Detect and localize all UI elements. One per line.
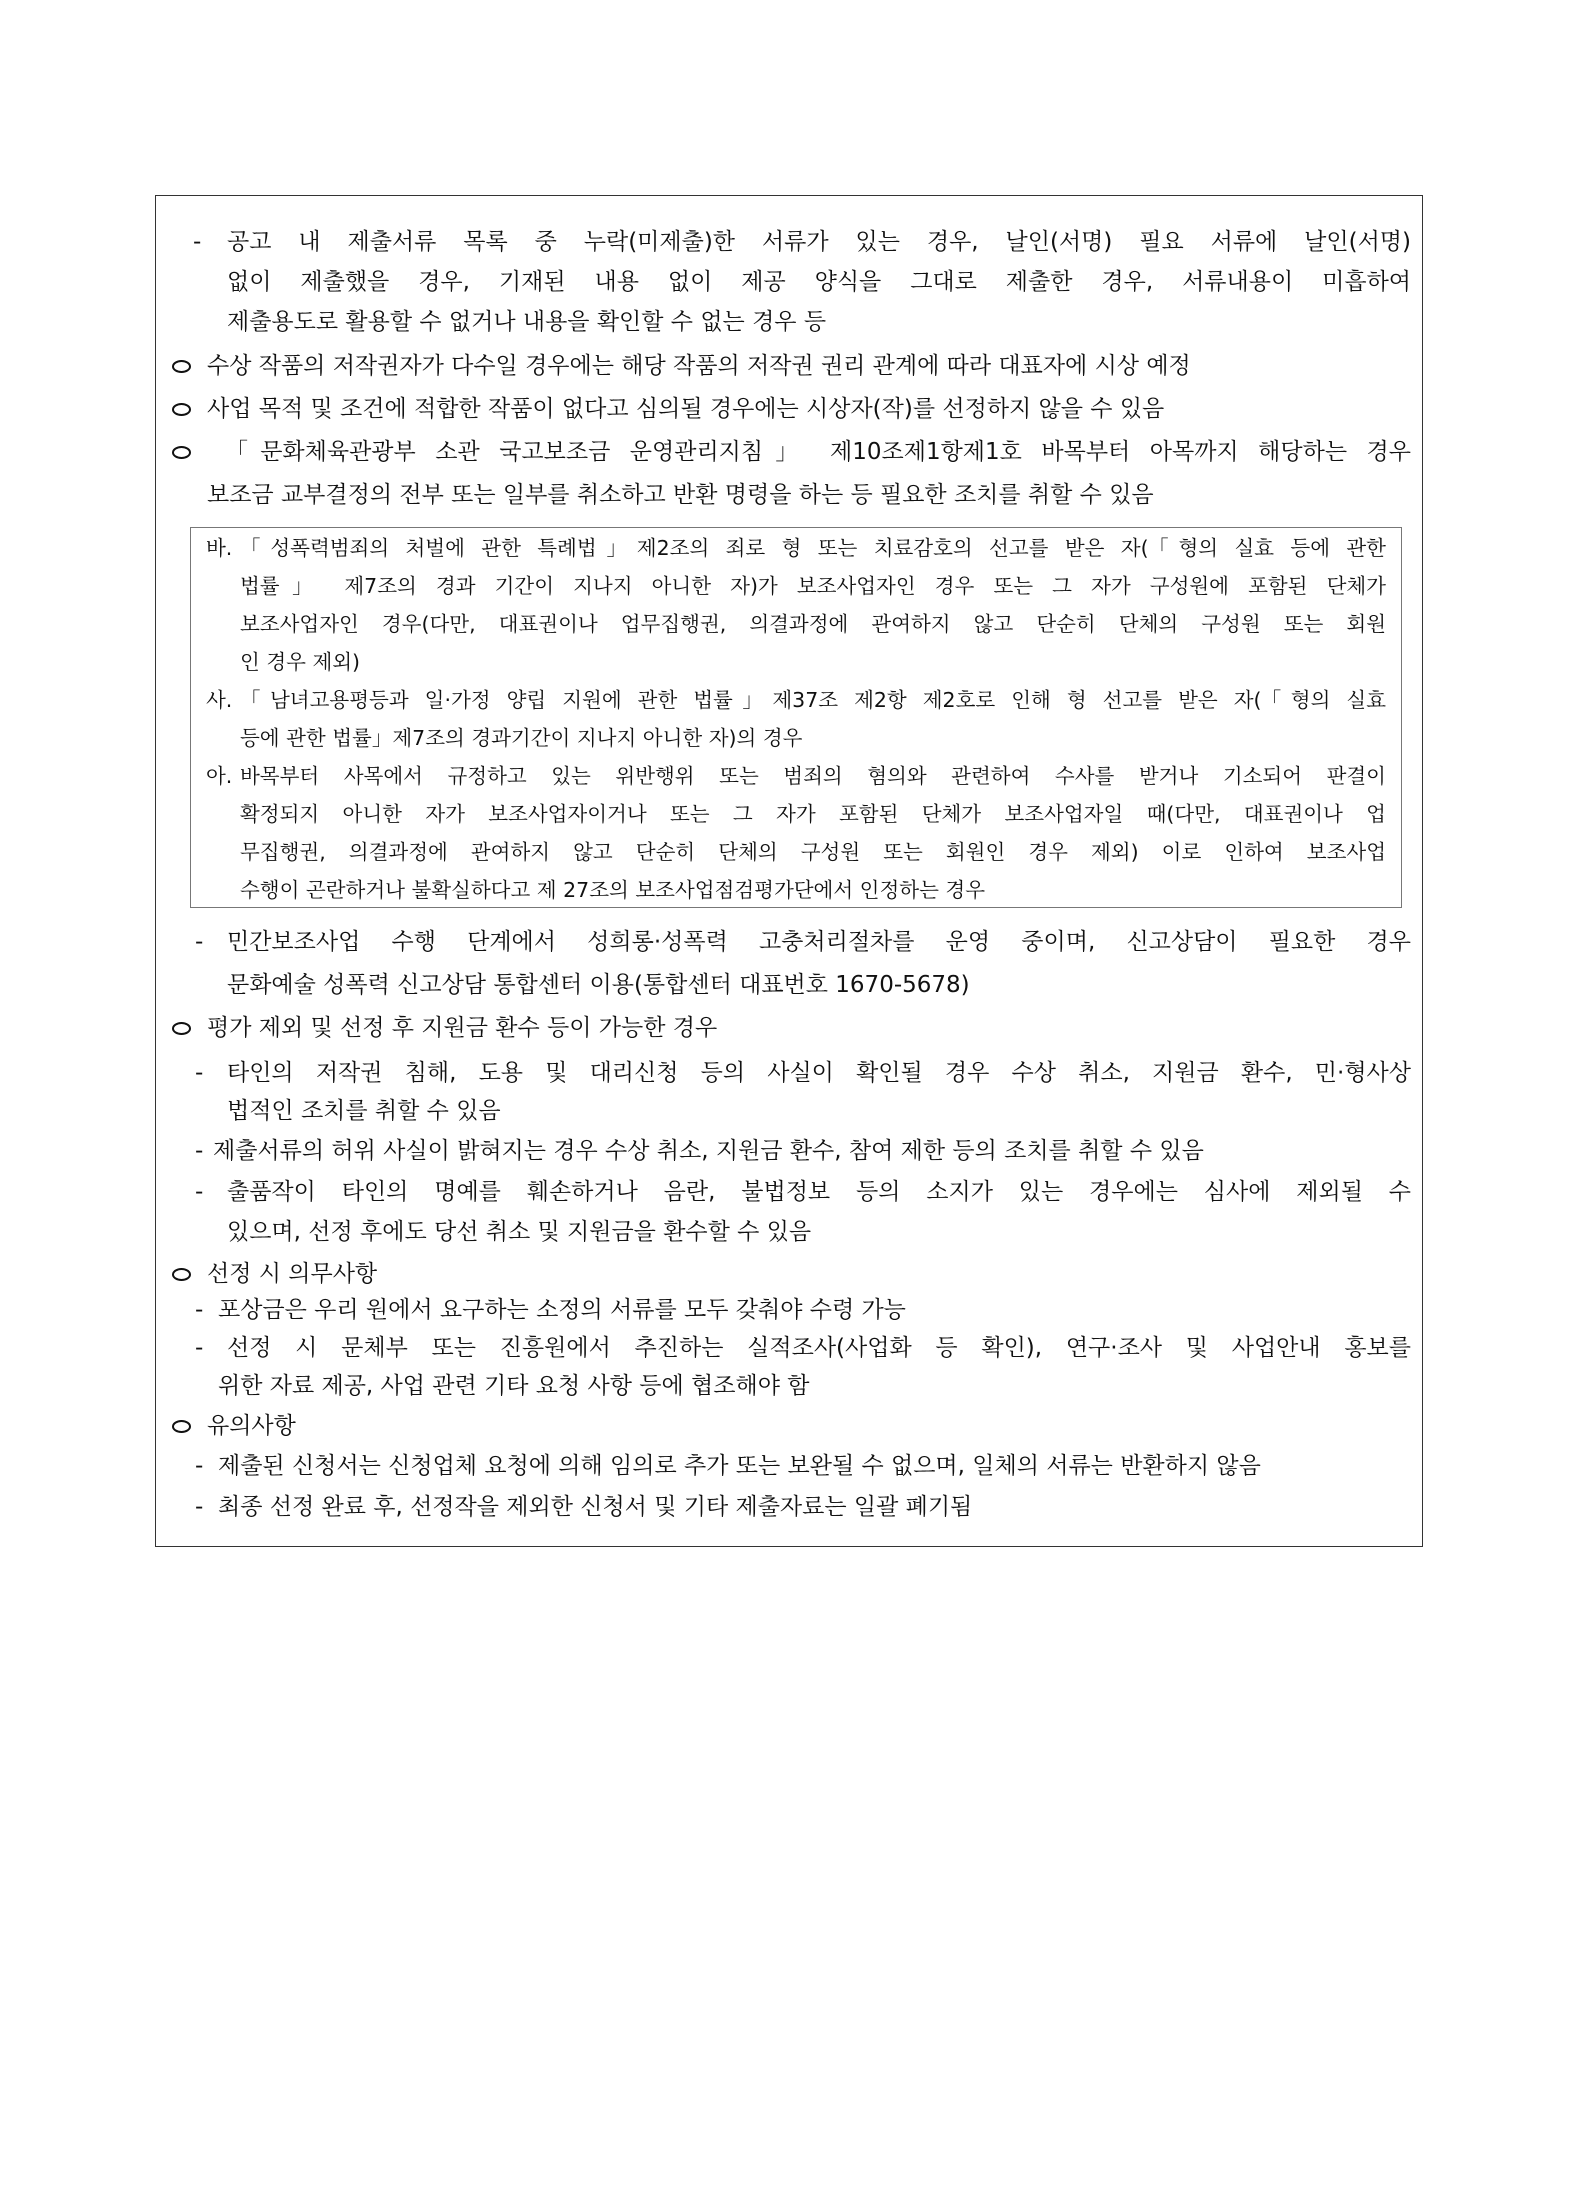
text-line: 제출된 신청서는 신청업체 요청에 의해 임의로 추가 또는 보완될 수 없으며, 일체의 서류는 반환하지 않음 [218, 1453, 1261, 1479]
dash-mark: - [195, 1335, 204, 1361]
text-line: 포상금은 우리 원에서 요구하는 소정의 서류를 모두 갖춰야 수령 가능 [218, 1297, 906, 1323]
text-line: 사업 목적 및 조건에 적합한 작품이 없다고 심의될 경우에는 시상자(작)를 선정하지 않을 수 있음 [207, 396, 1165, 422]
text-line: 평가 제외 및 선정 후 지원금 환수 등이 가능한 경우 [207, 1015, 718, 1041]
text-line: 선정 시 의무사항 [207, 1261, 378, 1287]
dash-mark: - [193, 229, 202, 255]
text-line: 타인의 저작권 침해, 도용 및 대리신청 등의 사실이 확인될 경우 수상 취소, 지원금 환수, 민·형사상 [227, 1060, 1411, 1086]
dash-mark: - [195, 1494, 204, 1520]
excerpt-line: 법률」 제7조의 경과 기간이 지나지 아니한 자)가 보조사업자인 경우 또는 그 자가 구성원에 포함된 단체가 [240, 574, 1386, 598]
item-mark: 사. [206, 688, 233, 712]
item-mark: 바. [206, 536, 233, 560]
circle-bullet-icon [172, 1268, 191, 1281]
text-line: 제출서류의 허위 사실이 밝혀지는 경우 수상 취소, 지원금 환수, 참여 제한 등의 조치를 취할 수 있음 [213, 1138, 1204, 1164]
excerpt-line: 「남녀고용평등과 일·가정 양립 지원에 관한 법률」제37조 제2항 제2호로 인해 형 선고를 받은 자(「형의 실효 [240, 688, 1386, 712]
text-line: 출품작이 타인의 명예를 훼손하거나 음란, 불법정보 등의 소지가 있는 경우에는 심사에 제외될 수 [227, 1179, 1411, 1205]
excerpt-line: 등에 관한 법률」제7조의 경과기간이 지나지 아니한 자)의 경우 [240, 726, 803, 750]
text-line: 문화예술 성폭력 신고상담 통합센터 이용(통합센터 대표번호 1670-5678) [227, 972, 970, 998]
dash-mark: - [195, 1297, 204, 1323]
text-line: 민간보조사업 수행 단계에서 성희롱·성폭력 고충처리절차를 운영 중이며, 신고상담이 필요한 경우 [227, 929, 1411, 955]
excerpt-line: 무집행권, 의결과정에 관여하지 않고 단순히 단체의 구성원 또는 회원인 경우 제외) 이로 인하여 보조사업 [240, 840, 1386, 864]
circle-bullet-icon [172, 1022, 191, 1035]
dash-mark: - [195, 1179, 204, 1205]
text-line: 있으며, 선정 후에도 당선 취소 및 지원금을 환수할 수 있음 [227, 1219, 812, 1245]
text-line: 위한 자료 제공, 사업 관련 기타 요청 사항 등에 협조해야 함 [218, 1373, 810, 1399]
item-mark: 아. [206, 764, 233, 788]
excerpt-line: 바목부터 사목에서 규정하고 있는 위반행위 또는 범죄의 혐의와 관련하여 수사를 받거나 기소되어 판결이 [240, 764, 1386, 788]
circle-bullet-icon [172, 403, 191, 416]
text-line: 「문화체육관광부 소관 국고보조금 운영관리지침」 제10조제1항제1호 바목부터 아목까지 해당하는 경우 [225, 439, 1411, 465]
circle-bullet-icon [172, 1420, 191, 1433]
text-line: 없이 제출했을 경우, 기재된 내용 없이 제공 양식을 그대로 제출한 경우, 서류내용이 미흡하여 [227, 269, 1411, 295]
excerpt-line: 인 경우 제외) [240, 650, 361, 674]
excerpt-line: 보조사업자인 경우(다만, 대표권이나 업무집행권, 의결과정에 관여하지 않고 단순히 단체의 구성원 또는 회원 [240, 612, 1386, 636]
text-line: 법적인 조치를 취할 수 있음 [227, 1098, 501, 1124]
circle-bullet-icon [172, 446, 191, 459]
text-line: 공고 내 제출서류 목록 중 누락(미제출)한 서류가 있는 경우, 날인(서명) 필요 서류에 날인(서명) [227, 229, 1411, 255]
excerpt-line: 「성폭력범죄의 처벌에 관한 특례법」제2조의 죄로 형 또는 치료감호의 선고를 받은 자(「형의 실효 등에 관한 [240, 536, 1386, 560]
text-line: 수상 작품의 저작권자가 다수일 경우에는 해당 작품의 저작권 권리 관계에 따라 대표자에 시상 예정 [207, 353, 1191, 379]
excerpt-line: 수행이 곤란하거나 불확실하다고 제 27조의 보조사업점검평가단에서 인정하는 경우 [240, 878, 986, 902]
text-line: 최종 선정 완료 후, 선정작을 제외한 신청서 및 기타 제출자료는 일괄 폐기됨 [218, 1494, 973, 1520]
dash-mark: - [195, 1138, 204, 1164]
text-line: 유의사항 [207, 1413, 296, 1439]
text-line: 제출용도로 활용할 수 없거나 내용을 확인할 수 없는 경우 등 [227, 309, 827, 335]
circle-bullet-icon [172, 360, 191, 373]
dash-mark: - [195, 1060, 204, 1086]
text-line: 선정 시 문체부 또는 진흥원에서 추진하는 실적조사(사업화 등 확인), 연구·조사 및 사업안내 홍보를 [227, 1335, 1411, 1361]
dash-mark: - [195, 929, 204, 955]
text-line: 보조금 교부결정의 전부 또는 일부를 취소하고 반환 명령을 하는 등 필요한 조치를 취할 수 있음 [207, 482, 1154, 508]
excerpt-line: 확정되지 아니한 자가 보조사업자이거나 또는 그 자가 포함된 단체가 보조사업자일 때(다만, 대표권이나 업 [240, 802, 1386, 826]
dash-mark: - [195, 1453, 204, 1479]
